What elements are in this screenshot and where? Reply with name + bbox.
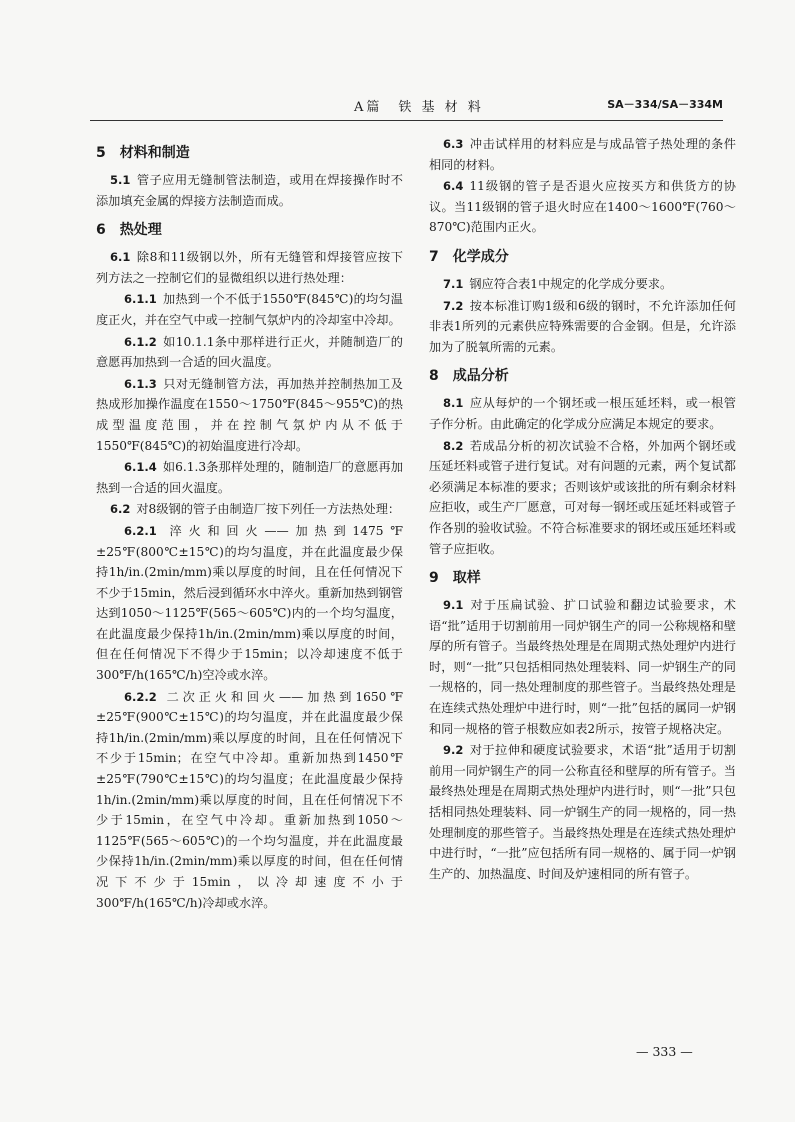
- clause-6-2-2: 6.2.2 二次正火和回火——加热到1650℉±25℉(900℃±15℃)的均匀温度，并在此温度最少保持1h/in.(2min/mm)乘以厚度的时间，且在任何情况下不少于15min；在空气中冷却。重新加热到1450℉±25℉(790℃±15℃)的均匀温度；在此温度最少保持1h/in.(2min/mm)乘以厚度的时间，且在任何情况下不少于15min，在空气中冷却。重新加热到1050～1125℉(565～605℃)的一个均匀温度，并在此温度最少保持1h/in.(2min/mm)乘以厚度的时间，但在任何情况下不少于15min，以冷却速度不小于300℉/h(165℃/h)冷却或水淬。: [96, 689, 403, 910]
- running-header-title: A篇 铁 基 材 料: [354, 100, 484, 115]
- section-heading-9: 9 取样: [429, 570, 481, 587]
- clause-6-3: 6.3 冲击试样用的材料应是与成品管子热处理的条件相同的材料。: [429, 137, 736, 172]
- clause-5-1: 5.1 管子应用无缝制管法制造，或用在焊接操作时不添加填充金属的焊接方法制造而成。: [96, 173, 403, 208]
- clause-6-4: 6.4 11级钢的管子是否退火应按买方和供货方的协议。当11级钢的管子退火时应在1400～1600℉(760～870℃)范围内正火。: [429, 179, 736, 235]
- clause-6-1-1: 6.1.1 加热到一个不低于1550℉(845℃)的均匀温度正火，并在空气中或一控制气氛炉内的冷却室中冷却。: [96, 292, 403, 327]
- clause-6-1-3: 6.1.3 只对无缝制管方法，再加热并控制热加工及热成形加操作温度在1550～1750℉(845～955℃)的热成型温度范围，并在控制气氛炉内从不低于1550℉(845℃)的初始温度进行冷却。: [96, 376, 403, 453]
- section-heading-6: 6 热处理: [96, 222, 162, 239]
- clause-6-2: 6.2 对8级钢的管子由制造厂按下列任一方法热处理：: [110, 502, 401, 517]
- section-heading-5: 5 材料和制造: [96, 145, 190, 161]
- clause-7-1: 7.1 钢应符合表1中规定的化学成分要求。: [443, 276, 673, 291]
- clause-6-2-1: 6.2.1 淬火和回火——加热到1475℉±25℉(800℃±15℃)的均匀温度，并在此温度最少保持1h/in.(2min/mm)乘以厚度的时间，且在任何情况下不少于15min，然后浸到循环水中淬火。重新加热到钢管达到1050～1125℉(565～605℃)内的一个均匀温度，在此温度最少保持1h/in.(2min/mm)乘以厚度的时间，但在任何情况下不得少于15min；以冷却速度不低于300℉/h(165℃/h)空冷或水淬。: [96, 523, 403, 683]
- clause-6-1-4: 6.1.4 如6.1.3条那样处理的，随制造厂的意愿再加热到一合适的回火温度。: [96, 460, 403, 495]
- section-heading-7: 7 化学成分: [429, 248, 509, 265]
- running-header-standard: SA－334/SA－334M: [607, 98, 723, 111]
- clause-9-2: 9.2 对于拉伸和硬度试验要求，术语“批”适用于切割前用一同炉钢生产的同一公称直径和壁厚的所有管子。当最终热处理是在周期式热处理炉内进行时，则“一批”只包括相同热处理装料、同一炉钢生产的同一规格的，同一热处理制度的那些管子。当最终热处理是在连续式热处理炉中进行时，“一批”应包括所有同一规格的、属于同一炉钢生产的、加热温度、时间及炉速相同的所有管子。: [429, 743, 736, 881]
- section-heading-8: 8 成品分析: [429, 368, 509, 385]
- clause-8-2: 8.2 若成品分析的初次试验不合格，外加两个钢坯或压延坯料或管子进行复试。对有问题的元素，两个复试都必须满足本标准的要求；否则该炉或该批的所有剩余材料应拒收，或生产厂愿意，可对每一钢坯或压延坯料或管子作各别的验收试验。不符合标准要求的钢坯或压延坯料或管子应拒收。: [429, 438, 736, 556]
- right-column: [429, 134, 736, 885]
- page-number: — 333 —: [636, 1044, 693, 1059]
- clause-7-2: 7.2 按本标准订购1级和6级的钢时，不允许添加任何非表1所列的元素供应特殊需要的合金钢。但是，允许添加为了脱氧所需的元素。: [429, 298, 736, 354]
- clause-6-1: 6.1 除8和11级钢以外，所有无缝管和焊接管应按下列方法之一控制它们的显微组织以进行热处理：: [96, 250, 403, 285]
- clause-9-1: 9.1 对于压扁试验、扩口试验和翻边试验要求，术语“批”适用于切割前用一同炉钢生产的同一公称规格和壁厚的所有管子。当最终热处理是在周期式热处理炉内进行时，则“一批”只包括相同热处理装料、同一炉钢生产的同一规格的，同一热处理制度的那些管子。当最终热处理是在连续式热处理炉中进行时，则“一批”包括的属同一炉钢和同一规格的管子根数应如表2所示，按管子规格决定。: [429, 598, 736, 736]
- header-rule: [90, 120, 723, 121]
- left-column: [96, 134, 403, 914]
- clause-6-1-2: 6.1.2 如10.1.1条中那样进行正火，并随制造厂的意愿再加热到一合适的回火温度。: [96, 334, 403, 370]
- clause-8-1: 8.1 应从每炉的一个钢坯或一根压延坯料，或一根管子作分析。由此确定的化学成分应满足本规定的要求。: [429, 396, 736, 431]
